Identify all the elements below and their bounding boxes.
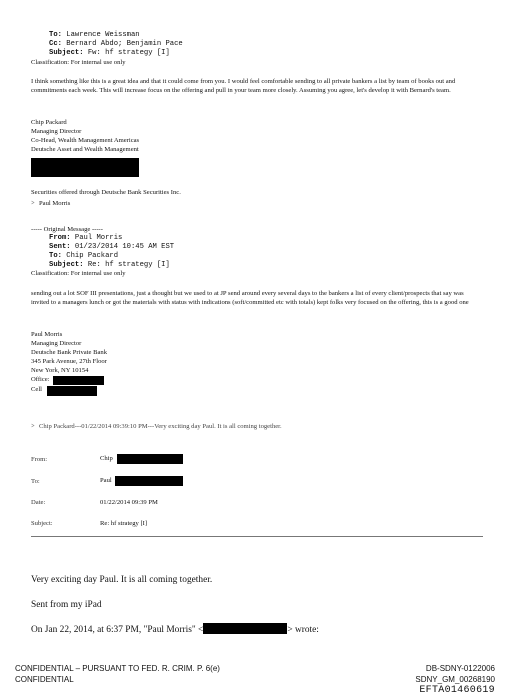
orig-from-value: Paul Morris (74, 234, 123, 242)
cell-label: Cell (31, 386, 42, 393)
forward-name: Paul Morris (39, 200, 71, 207)
sig2-title: Managing Director (31, 340, 82, 347)
redaction-email (203, 623, 287, 634)
message-line-3 (31, 623, 319, 636)
footer-efta-id: EFTA01460619 (419, 685, 495, 696)
sig1-company: Deutsche Asset and Wealth Management (31, 146, 139, 153)
body-paragraph-2: sending out a lot SOF III presentations, just a thought but we used to at JP send around every several days to the bankers a list of every client/prospects that say was invited to a managers lunch or got the materials with status with indications (soft/committed etc with totals) kept folks very focused on the offering, this is a good one (31, 290, 469, 306)
redaction-from (117, 454, 183, 464)
sig2-name: Paul Morris (31, 331, 63, 338)
orig-from-row (49, 234, 122, 243)
body-paragraph-1: I think something like this is a great idea and that it could come from you. I would feel comfortable sending to all private bankers a list by team of books out and commitments each week. This will increase focus on the offering and pull in your team more closely. Assuming you agree, let's develop it with Bernard's team. (31, 78, 456, 94)
sig1-title: Managing Director (31, 128, 82, 135)
arrow-icon (31, 200, 36, 205)
meta-from-label: From: (31, 456, 48, 463)
chip-quote-line: Chip Packard---01/22/2014 09:39:10 PM---Very exciting day Paul. It is all coming together. (39, 423, 282, 430)
orig-subject-label: Subject: (49, 261, 84, 269)
classification-1: Classification: For internal use only (31, 59, 126, 66)
meta-date-value: 01/22/2014 09:39 PM (100, 499, 158, 506)
message-line-2: Sent from my iPad (31, 600, 102, 610)
sig2-address: 345 Park Avenue, 27th Floor (31, 358, 107, 365)
orig-to-label: To: (49, 252, 62, 260)
orig-sent-value: 01/23/2014 10:45 AM EST (74, 243, 175, 251)
meta-to-value: Paul (100, 477, 112, 484)
header-cc-label: Cc: (49, 40, 62, 48)
redaction-cell (47, 386, 97, 396)
chip-quote-row (31, 423, 282, 432)
message-line-3-suffix: > wrote: (287, 625, 319, 635)
meta-date-label: Date: (31, 499, 46, 506)
redaction-block (31, 158, 139, 177)
header-subject-value: Fw: hf strategy [I] (87, 49, 170, 57)
securities-disclaimer: Securities offered through Deutsche Bank Securities Inc. (31, 189, 181, 196)
orig-from-label: From: (49, 234, 71, 242)
sig1-name: Chip Packard (31, 119, 67, 126)
original-message-divider: ----- Original Message ----- (31, 226, 103, 233)
orig-to-value: Chip Packard (66, 252, 119, 260)
redaction-office (53, 376, 104, 385)
meta-from-value: Chip (100, 455, 113, 462)
footer-bates-1: DB-SDNY-0122006 (425, 664, 495, 673)
message-line-3-prefix: On Jan 22, 2014, at 6:37 PM, "Paul Morris" < (31, 625, 204, 635)
arrow-icon (31, 423, 36, 428)
sig2-city: New York, NY 10154 (31, 367, 89, 374)
header-subject-label: Subject: (49, 49, 84, 57)
redaction-to (115, 476, 183, 486)
footer-confidential: CONFIDENTIAL (15, 675, 74, 684)
orig-subject-row (49, 261, 170, 270)
header-to-value: Lawrence Weissman (66, 31, 140, 39)
meta-subject-label: Subject: (31, 520, 53, 527)
header-subject-row (49, 49, 170, 58)
meta-subject-value: Re: hf strategy [I] (100, 520, 148, 527)
sig2-company: Deutsche Bank Private Bank (31, 349, 107, 356)
classification-2: Classification: For internal use only (31, 270, 126, 277)
header-cc-value: Bernard Abdo; Benjamin Pace (66, 40, 183, 48)
forward-name-row (31, 200, 70, 209)
header-to-row (49, 31, 140, 40)
orig-to-row (49, 252, 118, 261)
header-cc-row (49, 40, 183, 49)
meta-to-label: To: (31, 478, 40, 485)
footer-bates-2: SDNY_GM_00268190 (415, 675, 495, 684)
sig1-role: Co-Head, Wealth Management Americas (31, 137, 140, 144)
orig-sent-row (49, 243, 174, 252)
orig-subject-value: Re: hf strategy [I] (87, 261, 170, 269)
office-label: Office: (31, 376, 50, 383)
message-line-1: Very exciting day Paul. It is all coming together. (31, 575, 213, 585)
orig-sent-label: Sent: (49, 243, 71, 251)
footer-confidential-rule: CONFIDENTIAL – PURSUANT TO FED. R. CRIM. P. 6(e) (15, 664, 220, 673)
header-to-label: To: (49, 31, 62, 39)
divider-line (31, 536, 483, 537)
